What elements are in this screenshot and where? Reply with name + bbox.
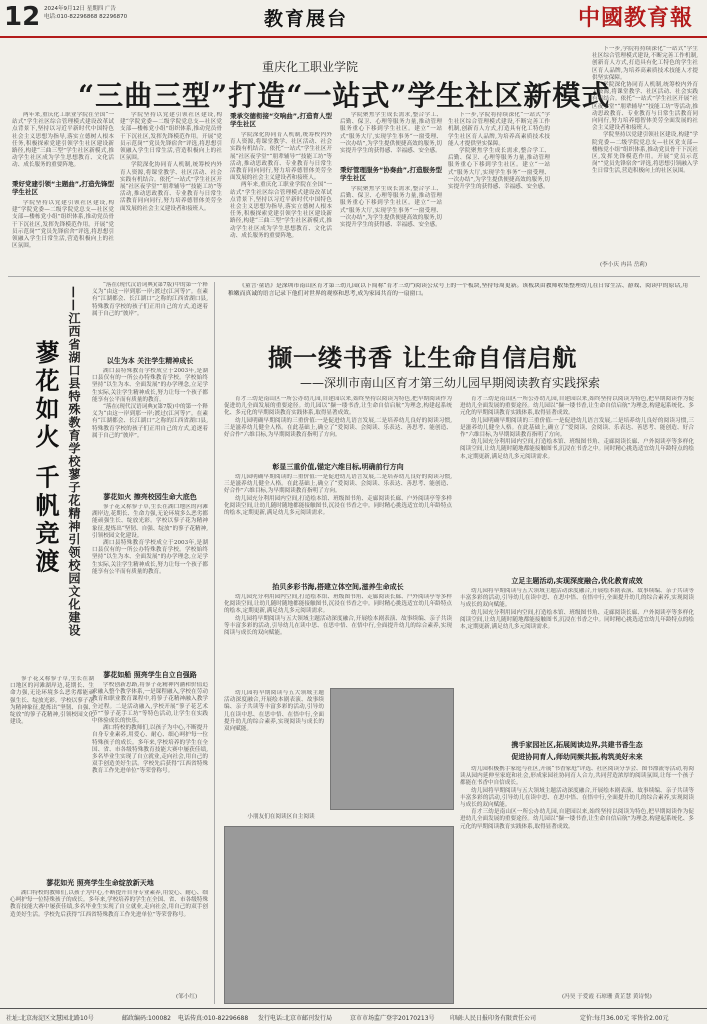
section-title: 教育展台	[264, 8, 349, 30]
column-divider	[214, 282, 215, 1004]
header-rule	[0, 36, 707, 38]
center-p4-text: 幼儿园将早期阅读与五大领域主题活动深度融合,开展绘本剧表演、故事续编、亲子共读等丰富多彩的活动,引导幼儿在读中思、在思中悟、在悟中行,全面提升幼儿的综合素养,实现阅读与成长的双向赋能。 幼儿园充分利用园内空间,打造绘本馆、班级图书角、走廊阅读长廊、户外阅读亭等多样化阅读空间,让幼儿随时随地都能接触图书,沉浸在书香之中。同时精心挑选适宜幼儿年龄特点的绘本,定期更新,满足幼儿多元阅读需求。	[460, 588, 694, 631]
left-author: (邹小红)	[176, 994, 198, 1000]
kids-photo-2	[224, 826, 454, 1004]
top-author: (李小庆 冉昌 岳莉)	[600, 262, 648, 268]
top-divider	[8, 276, 700, 277]
left-p4-text: 学校创新思路,将蓼子花精神内涵和价值追求融入整个教学体系,一是课程融入,学校在劳动教育和职业教育课程中,将蓼子花精神融入教学全过程。二是活动融入,学校开展“蓼子花艺术节”“蓼子花手工坊”等特色活动,让学生在实践中体验成长的快乐。 湖口特校的教师们,以孩子为中心,不断提升自身专业素养,用爱心、耐心、细心呵护每一位特殊孩子的成长。多年来,学校培养的学生在全国、省、市各级特殊教育技能大赛中屡获佳绩,多名毕业生实现了自立就业,走向社会,用自己的双手创造美好生活。学校先后获得“江西省特殊教育工作先进单位”等荣誉称号。	[92, 682, 208, 775]
footer-price: 定价:每月36.00元 零售价2.00元	[580, 1015, 669, 1022]
left-bottom-text: 蓼子花又称蓼子草,生长在湖口地区的河滩湖岸边,花期长、生命力强,无论环境多么恶劣都能顽强生长、绽放光彩。学校以蓼子花为精神象征,提炼出“坚韧、自强、绽放”的蓼子花精神,引领校园文化建设。	[10, 676, 94, 726]
page-footer	[0, 1010, 707, 1024]
top-col6-text: 下一步,学院将持续深化“一站式”学生社区综合管理模式建设,不断完善工作机制,创新育人方式,打造具有化工特色的学生社区育人品牌,为培养高素质技术技能人才提供坚实保障。 学院深化协同育人机制,统筹校内外育人资源,将课堂教学、社区活动、社会实践有机结合。依托“一站式”学生社区开展“社区夜学堂”“朋辈辅导”“技能工坊”等活动,推动思政教育、专业教育与日常生活教育同向同行,努力培养德智体美劳全面发展的社会主义建设者和接班人。 学院坚持以党建引领社区建设,构建“学院党委—二级学院党总支—社区党支部—楼栋党小组”组织体系,推动党员骨干下沉社区,发挥先锋模范作用。开展“党员示范岗”“党员先锋宿舍”评选,将思想引领融入学生日常生活,营造积极向上的社区氛围。	[592, 46, 698, 175]
footer-address: 社址:北京海淀区文慧园北路10号	[6, 1015, 94, 1022]
center-subhead-2: 抬贝多彩书海,搭建立体空间,滋养生命成长	[272, 583, 404, 591]
left-vertical-subtitle: ——江西省湖口县特殊教育学校蓼子花精神引领校园文化建设	[67, 286, 81, 637]
top-subhead-4: 秉好管理服务“协奏曲”,打造服务型学生社区	[340, 166, 442, 182]
left-subhead-2: 蓼花如火 擦亮校园生命大底色	[103, 493, 197, 501]
top-col5-text: 下一步,学院将持续深化“一站式”学生社区综合管理模式建设,不断完善工作机制,创新育人方式,打造具有化工特色的学生社区育人品牌,为培养高素质技术技能人才提供坚实保障。 学院聚焦学生成长需求,整合学工、后勤、保卫、心理等服务力量,推动管理服务重心下移到学生社区。建立“一站式”服务大厅,实现学生事务“一窗受理、一次办结”,为学生提供便捷高效的服务,切实提升学生的获得感、幸福感、安全感。	[448, 112, 550, 191]
footer-printer: 印刷:人民日报印务有限责任公司	[450, 1015, 537, 1022]
top-col1b-text: 学院坚持以党建引领社区建设,构建“学院党委—二级学院党总支—社区党支部—楼栋党小组”组织体系,推动党员骨干下沉社区,发挥先锋模范作用。开展“党员示范岗”“党员先锋宿舍”评选,将思想引领融入学生日常生活,营造积极向上的社区氛围。	[12, 200, 114, 250]
kids-photo-1	[330, 688, 454, 810]
center-subhead-4: 携手家园社区,拓展阅读边界,共建书香生态	[511, 741, 643, 749]
left-vertical-title: 蓼花如火 千帆竞渡	[31, 340, 60, 577]
top-col3-text: 学院深化协同育人机制,统筹校内外育人资源,将课堂教学、社区活动、社会实践有机结合。依托“一站式”学生社区开展“社区夜学堂”“朋辈辅导”“技能工坊”等活动,推动思政教育、专业教育与日常生活教育同向同行,努力培养德智体美劳全面发展的社会主义建设者和接班人。 两年来,重庆化工职业学院在全国“一站式”学生社区综合管理模式建设改革试点背景下,坚持以习近平新时代中国特色社会主义思想为指导,落实立德树人根本任务,积极探索党建引领学生社区建设新路径,构建“三曲三型”学生社区新模式,推动学生社区成为学生思想教育、文化活动、成长服务的重要阵地。	[230, 132, 332, 239]
footer-license: 京市市场监广登字20170213号	[350, 1015, 435, 1022]
center-subhead-5: 促进协同育人,师幼同频共振,构筑美好未来	[511, 753, 643, 761]
footer-postcode: 邮政编码:100082	[122, 1015, 171, 1022]
edit-line: 电话:010-82296868 82296870	[44, 14, 128, 20]
center-headline: 撷一缕书香 让生命自信启航	[268, 343, 578, 372]
footer-phone: 电话传真:010-82296688	[178, 1015, 249, 1022]
top-col2-text: 学院坚持以党建引领社区建设,构建“学院党委—二级学院党总支—社区党支部—楼栋党小组”组织体系,推动党员骨干下沉社区,发挥先锋模范作用。开展“党员示范岗”“党员先锋宿舍”评选,将思想引领融入学生日常生活,营造积极向上的社区氛围。 学院深化协同育人机制,统筹校内外育人资源,将课堂教学、社区活动、社会实践有机结合。依托“一站式”学生社区开展“社区夜学堂”“朋辈辅导”“技能工坊”等活动,推动思政教育、专业教育与日常生活教育同向同行,努力培养德智体美劳全面发展的社会主义建设者和接班人。	[120, 112, 222, 212]
center-p2-text: 幼儿园明确早期阅读的三重价值:一是促进幼儿语言发展,二是培养幼儿良好的阅读习惯,三是滋养幼儿健全人格。在此基础上,确立了“爱阅读、会阅读、乐表达、善思考、能创造、好合作”六维目标,为早期阅读教育指明了方向。 幼儿园充分利用园内空间,打造绘本馆、班级图书角、走廊阅读长廊、户外阅读亭等多样化阅读空间,让幼儿随时随地都能接触图书,沉浸在书香之中。同时精心挑选适宜幼儿年龄特点的绘本,定期更新,满足幼儿多元阅读需求。	[224, 474, 452, 517]
top-col1-text: 两年来,重庆化工职业学院在全国“一站式”学生社区综合管理模式建设改革试点背景下,坚持以习近平新时代中国特色社会主义思想为指导,落实立德树人根本任务,积极探索党建引领学生社区建设新路径,构建“三曲三型”学生社区新模式,推动学生社区成为学生思想教育、文化活动、成长服务的重要阵地。	[12, 112, 114, 169]
top-headline: “三曲三型”打造“一站式”学生社区新模式	[78, 79, 611, 112]
masthead-logo: 中國教育報	[577, 5, 693, 31]
left-subhead-1: 以生为本 关注学生精神成长	[106, 357, 194, 365]
left-intro-text: “落在(现代汉语词典)(第7版)中的第一个释义为“由这一岸到那一岸;渡过(江河等)”。在素有“江湖都会、长江湖口”之称的江西省湖口县,特殊教育学校的孩子们正用自己的方式,追逐着属于自己的“彼岸”。	[92, 282, 208, 317]
date-line: 2024年9月12日 星期四 广告	[44, 6, 116, 12]
top-col4-text: 学院聚焦学生成长需求,整合学工、后勤、保卫、心理等服务力量,推动管理服务重心下移到学生社区。建立“一站式”服务大厅,实现学生事务“一窗受理、一次办结”,为学生提供便捷高效的服务,切实提升学生的获得感、幸福感、安全感。	[340, 112, 442, 155]
left-p2-text: 湖口县特殊教育学校成立于2003年,是湖口县仅有的一所公办特殊教育学校。学校始终坚持“以生为本、全面发展”的办学理念,立足学生实际,关注学生精神成长,努力让每一个孩子都能享有公平而有质量的教育。 “落在(现代汉语词典)(第7版)中的第一个释义为“由这一岸到那一岸;渡过(江河等)”。在素有“江湖都会、长江湖口”之称的江西省湖口县,特殊教育学校的孩子们正用自己的方式,追逐着属于自己的“彼岸”。	[92, 368, 208, 439]
top-col4b-text: 学院聚焦学生成长需求,整合学工、后勤、保卫、心理等服务力量,推动管理服务重心下移到学生社区。建立“一站式”服务大厅,实现学生事务“一窗受理、一次办结”,为学生提供便捷高效的服务,切实提升学生的获得感、幸福感、安全感。	[340, 186, 442, 229]
center-p3-text: 幼儿园充分利用园内空间,打造绘本馆、班级图书角、走廊阅读长廊、户外阅读亭等多样化阅读空间,让幼儿随时随地都能接触图书,沉浸在书香之中。同时精心挑选适宜幼儿年龄特点的绘本,定期更新,满足幼儿多元阅读需求。 幼儿园将早期阅读与五大领域主题活动深度融合,开展绘本剧表演、故事续编、亲子共读等丰富多彩的活动,引导幼儿在读中思、在思中悟、在悟中行,全面提升幼儿的综合素养,实现阅读与成长的双向赋能。	[224, 594, 452, 637]
footer-rule	[0, 1008, 707, 1009]
center-right-text: 育才三幼是南山区一所公办幼儿园,自建园以来,始终坚持以阅读为特色,把早期阅读作为促进幼儿全面发展的重要途径。幼儿园以“撷一缕书香,让生命自信启航”为理念,构建起系统化、多元化的早期阅读教育实践体系,取得显著成效。 幼儿园明确早期阅读的三重价值:一是促进幼儿语言发展,二是培养幼儿良好的阅读习惯,三是滋养幼儿健全人格。在此基础上,确立了“爱阅读、会阅读、乐表达、善思考、能创造、好合作”六维目标,为早期阅读教育指明了方向。 幼儿园充分利用园内空间,打造绘本馆、班级图书角、走廊阅读长廊、户外阅读亭等多样化阅读空间,让幼儿随时随地都能接触图书,沉浸在书香之中。同时精心挑选适宜幼儿年龄特点的绘本,定期更新,满足幼儿多元阅读需求。	[460, 396, 694, 460]
left-p3-text: 蓼子花又称蓼子草,生长在湖口地区的河滩湖岸边,花期长、生命力强,无论环境多么恶劣都能顽强生长、绽放光彩。学校以蓼子花为精神象征,提炼出“坚韧、自强、绽放”的蓼子花精神,引领校园文化建设。 湖口县特殊教育学校成立于2003年,是湖口县仅有的一所公办特殊教育学校。学校始终坚持“以生为本、全面发展”的办学理念,立足学生实际,关注学生精神成长,努力让每一个孩子都能享有公平而有质量的教育。	[92, 504, 208, 575]
page-number: 12	[4, 2, 41, 32]
left-p5-text: 湖口特校的教师们,以孩子为中心,不断提升自身专业素养,用爱心、耐心、细心呵护每一位特殊孩子的成长。多年来,学校培养的学生在全国、省、市各级特殊教育技能大赛中屡获佳绩,多名毕业生实现了自立就业,走向社会,用自己的双手创造美好生活。学校先后获得“江西省特殊教育工作先进单位”等荣誉称号。	[10, 890, 208, 918]
left-subhead-3: 蓼花如船 照亮学生自立自强路	[103, 671, 197, 679]
top-subhead-1: 秉好党建引领“主题曲”,打造先锋型学生社区	[12, 180, 114, 196]
center-subhead-3: 立足主题活动,实现深度融合,优化教育成效	[511, 577, 643, 585]
footer-issue: 发行电话:北京市邮刊发行局	[258, 1015, 333, 1022]
center-p3b-text: 幼儿园将早期阅读与五大领域主题活动深度融合,开展绘本剧表演、故事续编、亲子共读等丰富多彩的活动,引导幼儿在读中思、在思中悟、在悟中行,全面提升幼儿的综合素养,实现阅读与成长的双向赋能。	[224, 690, 324, 733]
center-subhead: ——深圳市南山区育才第三幼儿园早期阅读教育实践探索	[300, 376, 601, 390]
photo-caption-1: 小朋友们在阅读区自主阅读	[247, 814, 315, 820]
center-subhead-1: 彰显三重价值,锚定六维目标,明确前行方向	[272, 463, 404, 471]
center-intro: 《童言·童语》是深圳市南山区育才第三幼儿园(以下简称“育才三幼”)阅读公众号上的一个板块,坚持每周更新。该板块由教师收集整理幼儿在日常生活、游戏、阅读中的原话,用稚嫩而真诚的语言记录下他们对世界的观察和思考,成为家园共育的一扇窗口。	[228, 283, 688, 297]
top-subhead-2: 秉承交德衔接“交响曲”,打造育人型学生社区	[230, 112, 332, 128]
page-header	[0, 0, 707, 38]
left-subhead-4: 蓼花如光 照亮学生生命绽放新天地	[46, 879, 154, 887]
center-p1-text: 育才三幼是南山区一所公办幼儿园,自建园以来,始终坚持以阅读为特色,把早期阅读作为促进幼儿全面发展的重要途径。幼儿园以“撷一缕书香,让生命自信启航”为理念,构建起系统化、多元化的早期阅读教育实践体系,取得显著成效。 幼儿园明确早期阅读的三重价值:一是促进幼儿语言发展,二是培养幼儿良好的阅读习惯,三是滋养幼儿健全人格。在此基础上,确立了“爱阅读、会阅读、乐表达、善思考、能创造、好合作”六维目标,为早期阅读教育指明了方向。	[224, 396, 452, 439]
center-author: (冯昊 于爱霞 石琼珊 黄芷慧 黄诗悦)	[562, 994, 652, 1000]
top-kicker: 重庆化工职业学院	[262, 60, 359, 74]
center-p5-text: 幼儿园积极携手家庭与社区,开展“书香家庭”评选、社区阅读分享会、图书漂流等活动,将阅读从园内延伸至家庭和社会,形成家园社协同育人合力,共同营造浓厚的阅读氛围,让每一个孩子都能在书香中自信成长。 幼儿园将早期阅读与五大领域主题活动深度融合,开展绘本剧表演、故事续编、亲子共读等丰富多彩的活动,引导幼儿在读中思、在思中悟、在悟中行,全面提升幼儿的综合素养,实现阅读与成长的双向赋能。 育才三幼是南山区一所公办幼儿园,自建园以来,始终坚持以阅读为特色,把早期阅读作为促进幼儿全面发展的重要途径。幼儿园以“撷一缕书香,让生命自信启航”为理念,构建起系统化、多元化的早期阅读教育实践体系,取得显著成效。	[460, 766, 694, 830]
